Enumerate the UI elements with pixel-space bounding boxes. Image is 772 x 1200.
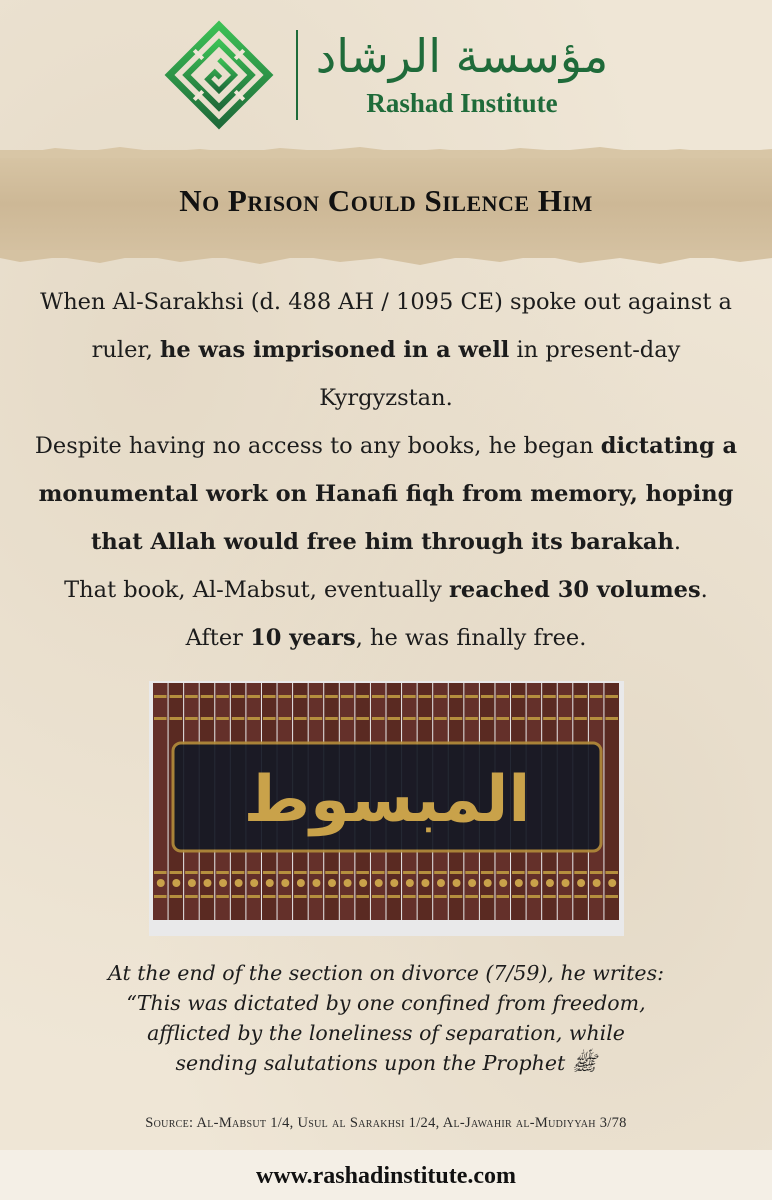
logo-english-name: Rashad Institute (366, 87, 558, 118)
spine-gold-band (185, 871, 198, 874)
spine-gold-band (325, 871, 338, 874)
spine-gold-band (388, 695, 401, 698)
spine-volume-medallion (406, 879, 414, 887)
quote-line-2: “This was dictated by one confined from freedom, (126, 991, 646, 1015)
spine-gold-band (341, 895, 354, 898)
spine-volume-medallion (203, 879, 211, 887)
spine-gold-band (543, 895, 556, 898)
spine-gold-band (512, 695, 525, 698)
spine-gold-band (403, 895, 416, 898)
books-photo (149, 681, 624, 936)
spine-gold-band (232, 717, 245, 720)
quote-line-1: At the end of the section on divorce (7/59), he writes: (108, 961, 664, 985)
book-spines-illustration (149, 681, 624, 936)
spine-volume-medallion (437, 879, 445, 887)
spine-gold-band (481, 871, 494, 874)
spine-gold-band (247, 871, 260, 874)
spine-gold-band (481, 695, 494, 698)
spine-volume-medallion (375, 879, 383, 887)
spine-gold-band (605, 717, 618, 720)
page-title: No Prison Could Silence Him (179, 183, 593, 218)
spine-volume-medallion (235, 879, 243, 887)
spine-gold-band (201, 871, 214, 874)
spine-gold-band (434, 717, 447, 720)
spine-gold-band (450, 871, 463, 874)
spine-gold-band (528, 695, 541, 698)
spine-gold-band (496, 895, 509, 898)
spine-gold-band (170, 895, 183, 898)
spine-gold-band (512, 717, 525, 720)
spine-gold-band (419, 717, 432, 720)
spine-gold-band (450, 717, 463, 720)
spine-gold-band (294, 895, 307, 898)
spine-gold-band (388, 871, 401, 874)
quote-line-4: sending salutations upon the Prophet ﷺ (175, 1051, 597, 1075)
title-band (0, 150, 772, 258)
spine-volume-medallion (266, 879, 274, 887)
spine-gold-band (170, 871, 183, 874)
spine-volume-medallion (390, 879, 398, 887)
spine-gold-band (465, 871, 478, 874)
spine-gold-band (185, 695, 198, 698)
logo-arabic-name: مؤسسة الرشاد (315, 29, 609, 84)
spine-gold-band (574, 895, 587, 898)
spine-gold-band (543, 695, 556, 698)
source-citation: Source: Al-Mabsut 1/4, Usul al Sarakhsi 1/24, Al-Jawahir al-Mudiyyah 3/78 (145, 1115, 627, 1131)
spine-volume-medallion (172, 879, 180, 887)
body-line-5: monumental work on Hanafi fiqh from memory, hoping (38, 481, 734, 507)
spine-gold-band (528, 871, 541, 874)
spine-gold-band (481, 895, 494, 898)
spine-gold-band (201, 717, 214, 720)
spine-gold-band (201, 895, 214, 898)
spine-gold-band (310, 871, 323, 874)
body-text (0, 278, 772, 662)
logo-text (316, 31, 609, 119)
spine-gold-band (559, 695, 572, 698)
spine-gold-band (310, 895, 323, 898)
spine-gold-band (543, 871, 556, 874)
spine-gold-band (247, 895, 260, 898)
spine-gold-band (279, 717, 292, 720)
spine-gold-band (185, 717, 198, 720)
spine-gold-band (372, 871, 385, 874)
spine-volume-medallion (515, 879, 523, 887)
spine-gold-band (434, 695, 447, 698)
quote-block (0, 958, 772, 1078)
spine-gold-band (232, 895, 245, 898)
spine-volume-medallion (577, 879, 585, 887)
body-line-1: When Al-Sarakhsi (d. 488 AH / 1095 CE) spoke out against a (40, 289, 732, 315)
spine-gold-band (559, 871, 572, 874)
spine-gold-band (294, 717, 307, 720)
spine-volume-medallion (359, 879, 367, 887)
spine-gold-band (154, 717, 167, 720)
spine-gold-band (356, 871, 369, 874)
spine-gold-band (201, 695, 214, 698)
spine-volume-medallion (157, 879, 165, 887)
spine-gold-band (216, 717, 229, 720)
spine-volume-medallion (297, 879, 305, 887)
spine-gold-band (590, 871, 603, 874)
spine-gold-band (263, 695, 276, 698)
spine-gold-band (356, 695, 369, 698)
spine-gold-band (574, 695, 587, 698)
spine-gold-band (325, 717, 338, 720)
spine-volume-medallion (593, 879, 601, 887)
logo-divider (296, 30, 298, 120)
spine-gold-band (496, 717, 509, 720)
spine-gold-band (185, 895, 198, 898)
logo-mark-icon (164, 20, 274, 130)
spine-gold-band (341, 695, 354, 698)
spine-gold-band (403, 717, 416, 720)
spine-gold-band (356, 717, 369, 720)
spine-gold-band (279, 695, 292, 698)
spine-volume-medallion (562, 879, 570, 887)
spine-gold-band (419, 895, 432, 898)
spine-gold-band (170, 695, 183, 698)
spine-gold-band (465, 717, 478, 720)
spine-gold-band (590, 695, 603, 698)
spine-gold-band (294, 871, 307, 874)
spine-volume-medallion (344, 879, 352, 887)
spine-gold-band (247, 695, 260, 698)
spine-gold-band (481, 717, 494, 720)
spine-gold-band (263, 895, 276, 898)
spine-gold-band (232, 695, 245, 698)
spine-gold-band (403, 695, 416, 698)
spine-volume-medallion (421, 879, 429, 887)
spine-gold-band (263, 871, 276, 874)
spine-volume-medallion (484, 879, 492, 887)
spine-gold-band (419, 695, 432, 698)
spine-gold-band (403, 871, 416, 874)
body-line-4: Despite having no access to any books, he began dictating a (34, 433, 738, 459)
spine-gold-band (605, 695, 618, 698)
spine-gold-band (450, 895, 463, 898)
spine-gold-band (528, 717, 541, 720)
spine-gold-band (559, 717, 572, 720)
body-line-2: ruler, he was imprisoned in a well in present-day (91, 337, 681, 363)
spine-gold-band (216, 695, 229, 698)
spine-gold-band (559, 895, 572, 898)
spine-gold-band (434, 871, 447, 874)
spine-gold-band (216, 871, 229, 874)
spine-gold-band (341, 871, 354, 874)
spine-gold-band (325, 895, 338, 898)
spine-volume-medallion (530, 879, 538, 887)
spine-gold-band (232, 871, 245, 874)
spine-gold-band (154, 871, 167, 874)
spine-volume-medallion (328, 879, 336, 887)
spine-gold-band (310, 695, 323, 698)
torn-edge-top (0, 144, 772, 158)
spine-gold-band (154, 695, 167, 698)
spine-gold-band (372, 895, 385, 898)
spine-gold-band (574, 717, 587, 720)
spine-volume-medallion (188, 879, 196, 887)
spine-gold-band (419, 871, 432, 874)
spine-gold-band (590, 717, 603, 720)
quote-line-3: afflicted by the loneliness of separation, while (147, 1021, 625, 1045)
spine-volume-medallion (608, 879, 616, 887)
spine-gold-band (590, 895, 603, 898)
spine-gold-band (574, 871, 587, 874)
spine-gold-band (512, 895, 525, 898)
spine-gold-band (356, 895, 369, 898)
spine-gold-band (372, 695, 385, 698)
spine-gold-band (170, 717, 183, 720)
spine-gold-band (605, 871, 618, 874)
torn-edge-bottom (0, 250, 772, 268)
spine-volume-medallion (281, 879, 289, 887)
spine-gold-band (434, 895, 447, 898)
spine-volume-medallion (250, 879, 258, 887)
spine-volume-medallion (499, 879, 507, 887)
spine-gold-band (450, 695, 463, 698)
spine-gold-band (263, 717, 276, 720)
books-title-arabic: المبسوط (243, 763, 531, 837)
spine-gold-band (279, 871, 292, 874)
spine-gold-band (325, 695, 338, 698)
spine-gold-band (512, 871, 525, 874)
spine-gold-band (279, 895, 292, 898)
spine-volume-medallion (468, 879, 476, 887)
body-line-7: That book, Al-Mabsut, eventually reached 30 volumes. (64, 577, 708, 603)
body-line-3: Kyrgyzstan. (319, 385, 453, 411)
spine-gold-band (388, 717, 401, 720)
website-link[interactable]: www.rashadinstitute.com (255, 1163, 516, 1189)
spine-gold-band (465, 695, 478, 698)
spine-gold-band (528, 895, 541, 898)
spine-gold-band (496, 871, 509, 874)
spine-gold-band (341, 717, 354, 720)
spine-gold-band (605, 895, 618, 898)
spine-gold-band (216, 895, 229, 898)
spine-volume-medallion (453, 879, 461, 887)
spine-gold-band (154, 895, 167, 898)
spine-gold-band (310, 717, 323, 720)
header (0, 0, 772, 150)
spine-gold-band (247, 717, 260, 720)
spine-gold-band (496, 695, 509, 698)
spine-gold-band (543, 717, 556, 720)
spine-gold-band (294, 695, 307, 698)
spine-gold-band (465, 895, 478, 898)
spine-volume-medallion (312, 879, 320, 887)
spine-volume-medallion (546, 879, 554, 887)
body-line-6: that Allah would free him through its barakah. (90, 529, 682, 555)
spine-volume-medallion (219, 879, 227, 887)
body-line-8: After 10 years, he was finally free. (185, 625, 587, 651)
spine-gold-band (388, 895, 401, 898)
spine-gold-band (372, 717, 385, 720)
